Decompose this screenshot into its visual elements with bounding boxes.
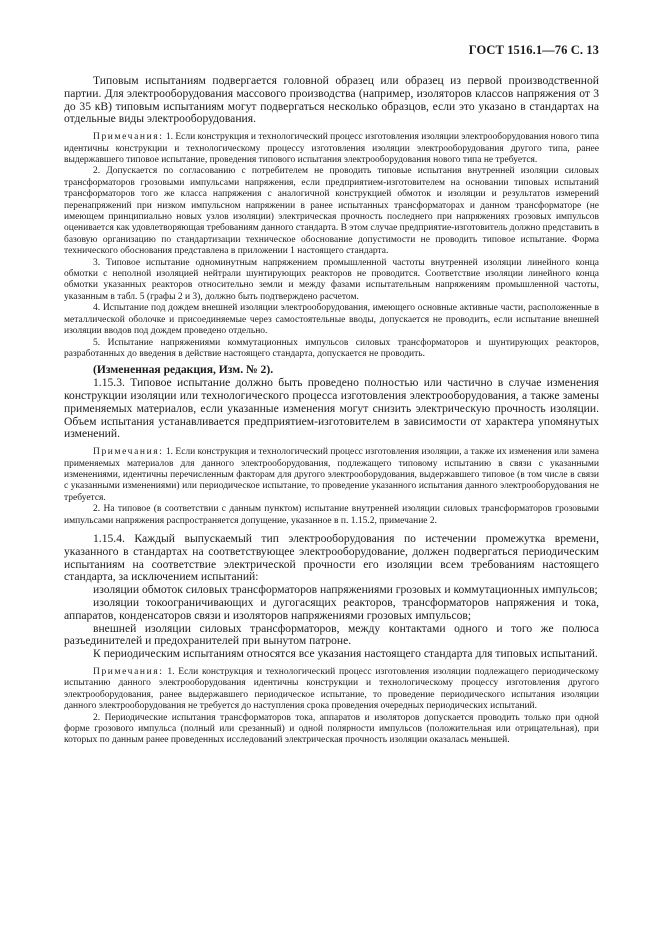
clause-1-15-4: 1.15.4. Каждый выпускаемый тип электрооборудования по истечении промежутка времени, указанного в стандартах на соответствующее электрооборудование, должен подвергаться периодическим испытаниям на соответствие электрической прочности его изоляции всем требованиям настоящего стандарта, за исключением испытаний: — [64, 531, 599, 584]
note-label: Примечания: — [93, 447, 164, 458]
note-1-1 — [64, 132, 599, 166]
note-1-5: 5. Испытание напряжениями коммутационных импульсов силовых трансформаторов и шунтирующих реакторов, разработанных до введения в действие настоящего стандарта, допускается не проводить. — [64, 337, 599, 359]
periodic-tests-paragraph: К периодическим испытаниям относятся все указания настоящего стандарта для типовых испытаний. — [93, 647, 598, 661]
note-1-2: 2. Допускается по согласованию с потребителем не проводить типовые испытания внутренней изоляции силовых трансформаторов грозовыми импульсами напряжения, если предприятием-изготовителем на основании типовых испытаний трансформаторов того же класса напряжения с аналогичной конструкцией обмоток и изоляции и результатов измерений перенапряжений при низком импульсном напряжении в ранее испытанных трансформаторах и данном трансформаторе (не имеющем принципиально новых узлов изоляции) электрическая прочность последнего при напряжениях грозовых импульсов оценивается как удовлетворяющая требованиям данного стандарта. В этом случае предприятие-изготовитель должно представить в базовую организацию по стандартизации техническое обоснование допустимости не проводить типовое испытание. Форма технического обоснования представлена в приложении 1 настоящего стандарта. — [64, 166, 599, 257]
note-3-1 — [64, 667, 599, 713]
exception-2: изоляции токоограничивающих и дугогасящих реакторов, трансформаторов напряжения и тока, аппаратов, конденсаторов связи и изоляторов напряжениями грозовых импульсов; — [64, 595, 599, 622]
exception-3: внешней изоляции силовых трансформаторов, между контактами одного и того же полюса разъединителей и предохранителей при вынутом патроне. — [64, 621, 599, 648]
page-header: ГОСТ 1516.1—76 С. 13 — [468, 43, 599, 57]
note-text: 1. Если конструкция и технологический процесс изготовления изоляции подлежащего периодическому испытанию данного электрооборудования идентичны конструкции и технологическому процессу изготовления другого электрооборудования, ранее выдержавшего периодическое испытание, то проведение периодического испытания изоляции данного электрооборудования не требуется до наступления срока проведения очередных периодических испытаний. — [64, 666, 600, 712]
note-label: Примечания: — [93, 132, 164, 143]
clause-1-15-3: 1.15.3. Типовое испытание должно быть проведено полностью или частично в случае изменения конструкции изоляции или технологического процесса изготовления электрооборудования, а также замены применяемых материалов, если указанные изменения могут снизить электрическую прочность изоляции. Объем испытания устанавливается предприятием-изготовителем в зависимости от характера упомянутых изменений. — [64, 376, 599, 441]
page-body — [64, 75, 599, 747]
note-text: 1. Если конструкция и технологический процесс изготовления изоляции, а также их изменения или замена применяемых материалов для данного электрооборудования, подлежащего типовому испытанию в связи с указанными изменениями, идентичны перечисленным факторам для другого электрооборудования, выдержавшего типовое (в том числе в связи с указанными изменениями) или периодическое испытание, то проведение указанного испытания данного электрооборудования не требуется. — [64, 447, 599, 503]
note-2-2: 2. На типовое (в соответствии с данным пунктом) испытание внутренней изоляции силовых трансформаторов грозовыми импульсами напряжения распространяется допущение, указанное в п. 1.15.2, примечание 2. — [64, 504, 599, 526]
exception-1: изоляции обмоток силовых трансформаторов напряжениями грозовых и коммутационных импульсов; — [93, 583, 598, 597]
note-2-1 — [64, 447, 599, 504]
edition-note: (Измененная редакция, Изм. № 2). — [93, 363, 274, 377]
note-text: 1. Если конструкция и технологический процесс изготовления изоляции электрооборудования нового типа идентичны конструкции и технологическому процессу изготовления изоляции электрооборудования другого типа, ранее выдержавшего типовое испытание, проведения типового испытания электрооборудования нового типа не требуется. — [64, 132, 600, 165]
note-1-4: 4. Испытание под дождем внешней изоляции электрооборудования, имеющего основные активные части, расположенные в металлической оболочке и присоединяемые через самостоятельные вводы, допускается не проводить, если испытание внешней изоляции вводов под дождем проведено отдельно. — [64, 303, 599, 337]
paragraph-type-test-sample: Типовым испытаниям подвергается головной образец или образец из первой производственной партии. Для электрооборудования массового производства (например, изоляторов классов напряжения от 3 до 35 кВ) типовым испытаниям могут подвергаться несколько образцов, если это указано в стандартах на отдельные виды электрооборудования. — [64, 74, 599, 126]
note-label: Примечания: — [93, 666, 164, 677]
note-3-2: 2. Периодические испытания трансформаторов тока, аппаратов и изоляторов допускается проводить только при одной форме грозового импульса (полный или срезанный) и одной полярности импульсов (положительная или отрицательная), при которых по данным ранее проведенных исследований электрическая прочность изоляции оказалась меньшей. — [64, 712, 599, 746]
note-1-3: 3. Типовое испытание одноминутным напряжением промышленной частоты внутренней изоляции линейного конца обмотки с неполной изоляцией нейтрали шунтирующих реакторов не проводится. Соответствие изоляции линейного конца обмотки указанных реакторов относительно земли и между фазами испытательным напряжениям промышленной частоты, указанным в табл. 5 (графы 2 и 3), должно быть подтверждено расчетом. — [64, 257, 599, 302]
